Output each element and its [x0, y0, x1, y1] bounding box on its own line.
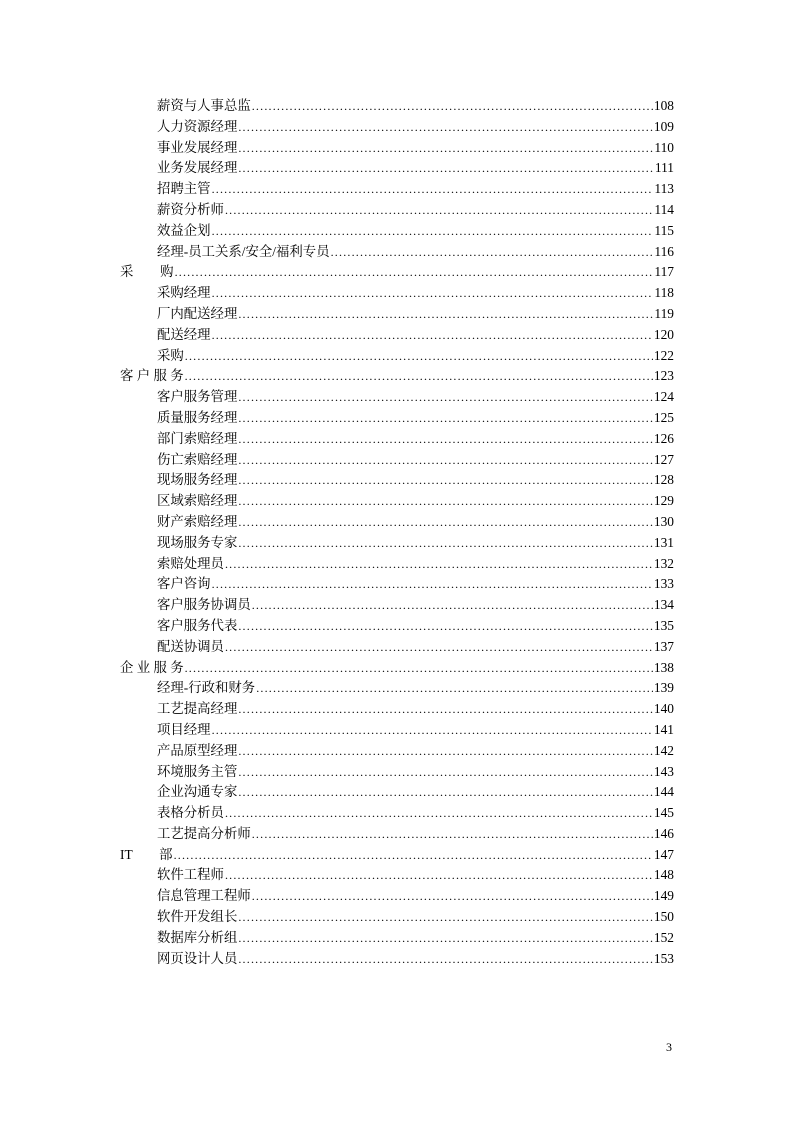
toc-entry-label: 财产索赔经理 — [157, 513, 238, 529]
toc-entry[interactable] — [120, 408, 674, 429]
dot-leader — [331, 242, 654, 263]
toc-entry[interactable] — [120, 491, 674, 512]
toc-entry-label: 伤亡索赔经理 — [157, 451, 238, 467]
dot-leader — [174, 845, 653, 866]
toc-entry-label: 薪资分析师 — [157, 201, 224, 217]
toc-entry-page-number: 115 — [654, 222, 674, 238]
toc-entry-label: 客 户 服 务 — [120, 368, 184, 384]
toc-entry-label: IT 部 — [120, 846, 173, 862]
dot-leader — [238, 470, 653, 491]
dot-leader — [238, 928, 653, 949]
toc-entry[interactable] — [120, 96, 674, 117]
toc-entry[interactable] — [120, 678, 674, 699]
toc-entry-label: 配送经理 — [157, 326, 211, 342]
toc-entry[interactable] — [120, 616, 674, 637]
dot-leader — [212, 574, 653, 595]
toc-entry-page-number: 110 — [654, 139, 674, 155]
dot-leader — [238, 699, 653, 720]
toc-entry-label: 事业发展经理 — [157, 139, 238, 155]
toc-entry-page-number: 137 — [653, 638, 674, 654]
toc-entry[interactable] — [120, 637, 674, 658]
dot-leader — [225, 865, 653, 886]
toc-entry-label: 信息管理工程师 — [157, 888, 251, 904]
dot-leader — [238, 158, 654, 179]
toc-entry[interactable] — [120, 907, 674, 928]
toc-entry-page-number: 114 — [654, 201, 674, 217]
toc-entry-page-number: 130 — [653, 513, 674, 529]
toc-entry[interactable] — [120, 949, 674, 970]
toc-entry-page-number: 128 — [653, 472, 674, 488]
toc-entry-page-number: 111 — [654, 160, 674, 176]
dot-leader — [238, 762, 653, 783]
toc-entry-page-number: 142 — [653, 742, 674, 758]
toc-entry-page-number: 127 — [653, 451, 674, 467]
dot-leader — [238, 741, 653, 762]
toc-entry-page-number: 132 — [653, 555, 674, 571]
toc-entry-label: 现场服务专家 — [157, 534, 238, 550]
toc-entry-page-number: 134 — [653, 597, 674, 613]
toc-entry-page-number: 117 — [654, 264, 674, 280]
toc-entry-page-number: 148 — [653, 867, 674, 883]
toc-entry[interactable] — [120, 720, 674, 741]
toc-entry-label: 环境服务主管 — [157, 763, 238, 779]
dot-leader — [238, 512, 653, 533]
toc-entry-label: 薪资与人事总监 — [157, 98, 251, 113]
toc-entry-page-number: 147 — [653, 846, 674, 862]
toc-entry-label: 质量服务经理 — [157, 409, 238, 425]
dot-leader — [256, 678, 653, 699]
toc-entry-label: 索赔处理员 — [157, 555, 224, 571]
toc-entry-label: 工艺提高经理 — [157, 701, 238, 717]
toc-entry[interactable] — [120, 346, 674, 367]
dot-leader — [185, 658, 653, 679]
dot-leader — [238, 117, 653, 138]
toc-entry-page-number: 153 — [653, 950, 674, 966]
toc-entry[interactable] — [120, 782, 674, 803]
toc-entry[interactable] — [120, 554, 674, 575]
toc-entry-label: 客户服务协调员 — [157, 597, 251, 613]
dot-leader — [238, 138, 653, 159]
toc-entry[interactable] — [120, 117, 674, 138]
toc-entry-page-number: 152 — [653, 929, 674, 945]
toc-entry[interactable] — [120, 387, 674, 408]
dot-leader — [252, 96, 653, 117]
dot-leader — [225, 803, 653, 824]
dot-leader — [238, 616, 653, 637]
toc-entry-page-number: 141 — [653, 721, 674, 737]
dot-leader — [225, 200, 653, 221]
toc-entry-label: 经理-员工关系/安全/福利专员 — [157, 243, 330, 259]
toc-entry-label: 软件工程师 — [157, 867, 224, 883]
toc-section-entry[interactable] — [120, 845, 674, 866]
dot-leader — [212, 179, 654, 200]
toc-entry[interactable] — [120, 200, 674, 221]
toc-entry-label: 软件开发组长 — [157, 909, 238, 925]
toc-entry-label: 现场服务经理 — [157, 472, 238, 488]
toc-entry[interactable] — [120, 533, 674, 554]
toc-entry[interactable] — [120, 450, 674, 471]
toc-entry-label: 客户服务管理 — [157, 389, 238, 405]
toc-section-entry[interactable] — [120, 262, 674, 283]
toc-entry-page-number: 139 — [653, 680, 674, 696]
dot-leader — [185, 346, 653, 367]
toc-section-entry[interactable] — [120, 658, 674, 679]
toc-entry-page-number: 150 — [653, 909, 674, 925]
toc-entry-page-number: 126 — [653, 430, 674, 446]
toc-entry-label: 厂内配送经理 — [157, 305, 238, 321]
toc-entry[interactable] — [120, 699, 674, 720]
dot-leader — [225, 554, 653, 575]
toc-entry[interactable] — [120, 242, 674, 263]
dot-leader — [238, 387, 653, 408]
dot-leader — [185, 366, 653, 387]
toc-entry[interactable] — [120, 429, 674, 450]
toc-entry[interactable] — [120, 512, 674, 533]
toc-entry[interactable] — [120, 325, 674, 346]
toc-entry[interactable] — [120, 283, 674, 304]
dot-leader — [238, 429, 653, 450]
toc-section-entry[interactable] — [120, 366, 674, 387]
toc-entry-label: 部门索赔经理 — [157, 430, 238, 446]
dot-leader — [238, 533, 653, 554]
toc-entry-label: 效益企划 — [157, 222, 211, 238]
toc-entry-label: 客户咨询 — [157, 576, 211, 592]
toc-entry[interactable] — [120, 741, 674, 762]
toc-entry[interactable] — [120, 304, 674, 325]
toc-entry-label: 客户服务代表 — [157, 617, 238, 633]
toc-entry-label: 人力资源经理 — [157, 118, 238, 134]
dot-leader — [238, 304, 653, 325]
toc-entry[interactable] — [120, 803, 674, 824]
dot-leader — [238, 408, 653, 429]
dot-leader — [238, 450, 653, 471]
toc-entry-page-number: 108 — [653, 98, 674, 113]
toc-entry-page-number: 109 — [653, 118, 674, 134]
dot-leader — [212, 283, 654, 304]
toc-entry[interactable] — [120, 595, 674, 616]
table-of-contents — [120, 96, 674, 969]
toc-entry-page-number: 122 — [653, 347, 674, 363]
dot-leader — [225, 637, 653, 658]
toc-entry[interactable] — [120, 865, 674, 886]
toc-entry-page-number: 129 — [653, 493, 674, 509]
toc-entry-page-number: 131 — [653, 534, 674, 550]
toc-entry[interactable] — [120, 762, 674, 783]
toc-entry-label: 采购 — [157, 347, 184, 363]
toc-entry-label: 采购经理 — [157, 285, 211, 301]
toc-entry-label: 企业沟通专家 — [157, 784, 238, 800]
toc-entry-label: 产品原型经理 — [157, 742, 238, 758]
toc-entry[interactable] — [120, 221, 674, 242]
toc-entry-page-number: 146 — [653, 825, 674, 841]
toc-entry-page-number: 135 — [653, 617, 674, 633]
toc-entry-label: 采 购 — [120, 264, 174, 280]
toc-entry-label: 经理-行政和财务 — [157, 680, 256, 696]
toc-entry[interactable] — [120, 158, 674, 179]
dot-leader — [238, 491, 653, 512]
dot-leader — [252, 824, 653, 845]
toc-entry[interactable] — [120, 574, 674, 595]
toc-entry-label: 表格分析员 — [157, 805, 224, 821]
toc-entry-label: 项目经理 — [157, 721, 211, 737]
toc-entry-label: 招聘主管 — [157, 181, 211, 197]
dot-leader — [212, 221, 654, 242]
toc-entry[interactable] — [120, 886, 674, 907]
dot-leader — [238, 782, 653, 803]
dot-leader — [212, 325, 653, 346]
toc-entry-page-number: 123 — [653, 368, 674, 384]
toc-entry-page-number: 118 — [654, 285, 674, 301]
toc-entry-label: 配送协调员 — [157, 638, 224, 654]
toc-entry-page-number: 145 — [653, 805, 674, 821]
toc-entry-page-number: 149 — [653, 888, 674, 904]
toc-entry-page-number: 143 — [653, 763, 674, 779]
toc-entry-page-number: 138 — [653, 659, 674, 675]
toc-entry-page-number: 140 — [653, 701, 674, 717]
toc-entry-page-number: 113 — [654, 181, 674, 197]
toc-entry[interactable] — [120, 138, 674, 159]
toc-entry-page-number: 133 — [653, 576, 674, 592]
toc-entry[interactable] — [120, 470, 674, 491]
toc-entry[interactable] — [120, 179, 674, 200]
toc-entry-page-number: 116 — [654, 243, 674, 259]
toc-entry[interactable] — [120, 928, 674, 949]
toc-entry-label: 数据库分析组 — [157, 929, 238, 945]
toc-entry-label: 网页设计人员 — [157, 950, 238, 966]
dot-leader — [212, 720, 653, 741]
page-number: 3 — [666, 1040, 672, 1054]
toc-entry-page-number: 119 — [654, 305, 674, 321]
dot-leader — [238, 907, 653, 928]
toc-entry-page-number: 120 — [653, 326, 674, 342]
toc-entry-page-number: 124 — [653, 389, 674, 405]
dot-leader — [238, 949, 653, 970]
toc-entry-label: 业务发展经理 — [157, 160, 238, 176]
toc-entry-label: 企 业 服 务 — [120, 659, 184, 675]
dot-leader — [252, 886, 653, 907]
toc-entry-label: 区域索赔经理 — [157, 493, 238, 509]
dot-leader — [252, 595, 653, 616]
toc-entry[interactable] — [120, 824, 674, 845]
toc-entry-page-number: 144 — [653, 784, 674, 800]
toc-entry-label: 工艺提高分析师 — [157, 825, 251, 841]
toc-entry-page-number: 125 — [653, 409, 674, 425]
dot-leader — [175, 262, 654, 283]
